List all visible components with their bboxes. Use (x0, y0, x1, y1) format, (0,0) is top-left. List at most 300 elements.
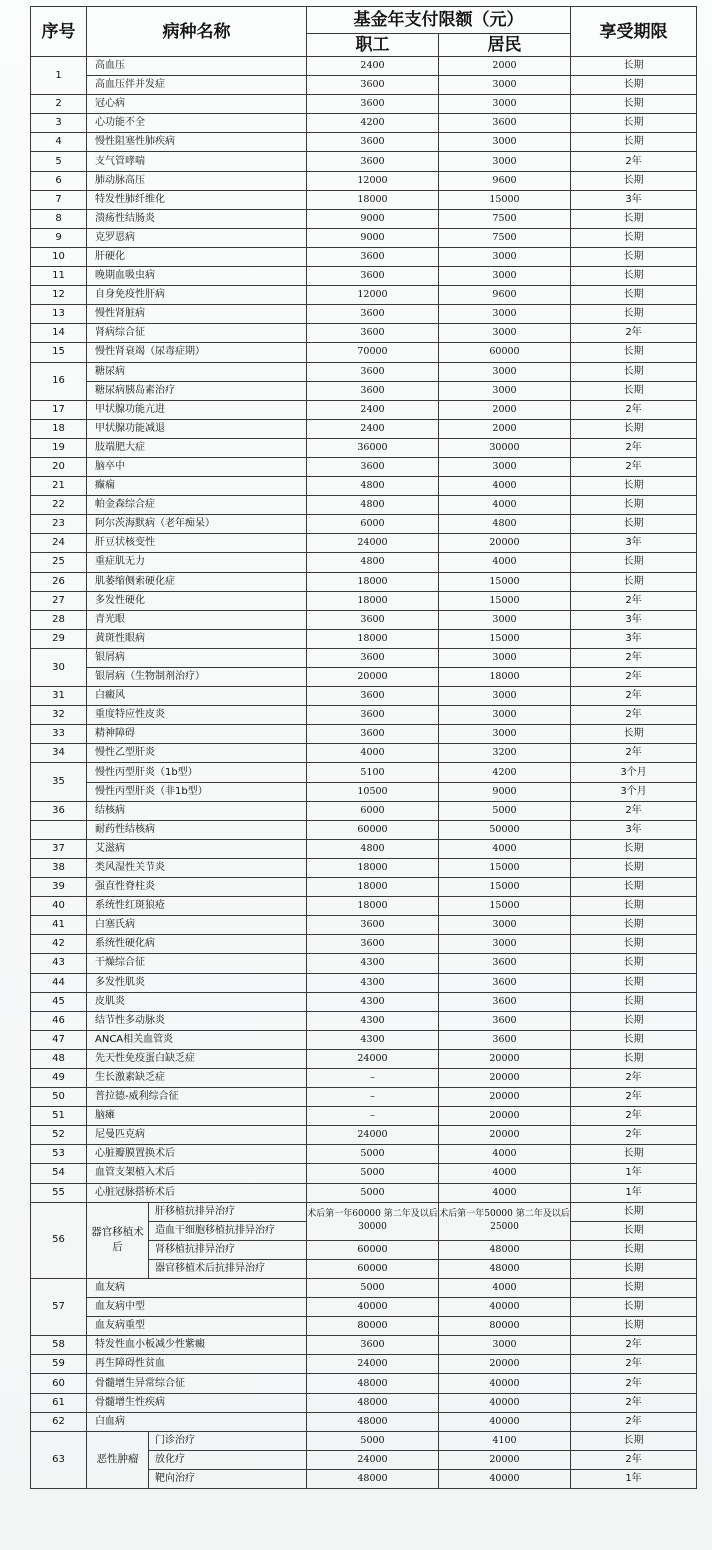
disease-name: 青光眼 (87, 610, 307, 629)
resident-limit: 2000 (439, 57, 571, 76)
resident-limit: 15000 (439, 572, 571, 591)
coverage-period: 3年 (571, 610, 697, 629)
resident-limit: 60000 (439, 343, 571, 362)
row-index: 10 (31, 247, 87, 266)
disease-name: 肝硬化 (87, 247, 307, 266)
resident-limit: 48000 (439, 1240, 571, 1259)
row-index: 53 (31, 1145, 87, 1164)
row-index: 32 (31, 706, 87, 725)
table-row (31, 668, 697, 687)
disease-name: 皮肌炎 (87, 992, 307, 1011)
disease-name: 肢端肥大症 (87, 438, 307, 457)
coverage-period: 2年 (571, 591, 697, 610)
table-row (31, 572, 697, 591)
resident-limit: 20000 (439, 1068, 571, 1087)
table-row (31, 954, 697, 973)
table-row (31, 839, 697, 858)
row-index: 48 (31, 1049, 87, 1068)
worker-limit: – (307, 1068, 439, 1087)
disease-name: 多发性硬化 (87, 591, 307, 610)
coverage-period: 长期 (571, 76, 697, 95)
disease-name: 自身免疫性肝病 (87, 286, 307, 305)
disease-name: 肾移植抗排异治疗 (149, 1240, 307, 1259)
coverage-period: 2年 (571, 457, 697, 476)
resident-limit: 15000 (439, 190, 571, 209)
row-index: 16 (31, 362, 87, 400)
disease-name: 结节性多动脉炎 (87, 1011, 307, 1030)
disease-name: 银屑病（生物制剂治疗） (87, 668, 307, 687)
coverage-period: 3年 (571, 534, 697, 553)
disease-name: 肌萎缩侧索硬化症 (87, 572, 307, 591)
coverage-period: 2年 (571, 1374, 697, 1393)
table-row (31, 267, 697, 286)
disease-name: 支气管哮喘 (87, 152, 307, 171)
resident-limit: 40000 (439, 1469, 571, 1488)
worker-limit: 48000 (307, 1469, 439, 1488)
resident-limit: 3000 (439, 935, 571, 954)
coverage-period: 长期 (571, 992, 697, 1011)
disease-name: 黄斑性眼病 (87, 629, 307, 648)
table-row (31, 57, 697, 76)
coverage-period: 长期 (571, 496, 697, 515)
coverage-period: 长期 (571, 1431, 697, 1450)
coverage-period: 2年 (571, 1355, 697, 1374)
table-row (31, 171, 697, 190)
resident-limit: 3600 (439, 1030, 571, 1049)
row-index: 5 (31, 152, 87, 171)
worker-limit: 3600 (307, 324, 439, 343)
row-index: 60 (31, 1374, 87, 1393)
row-index: 63 (31, 1431, 87, 1488)
resident-limit: 3600 (439, 973, 571, 992)
table-row (31, 1030, 697, 1049)
table-row (31, 1317, 697, 1336)
row-index: 54 (31, 1164, 87, 1183)
worker-limit: 2400 (307, 57, 439, 76)
row-index: 6 (31, 171, 87, 190)
table-row (31, 820, 697, 839)
row-index: 27 (31, 591, 87, 610)
table-row (31, 858, 697, 877)
coverage-period: 长期 (571, 839, 697, 858)
table-row (31, 515, 697, 534)
header-period: 享受期限 (571, 7, 697, 57)
disease-name: 甲状腺功能减退 (87, 419, 307, 438)
table-row (31, 286, 697, 305)
disease-name: 先天性免疫蛋白缺乏症 (87, 1049, 307, 1068)
coverage-period: 2年 (571, 668, 697, 687)
resident-limit: 3000 (439, 324, 571, 343)
table-row (31, 419, 697, 438)
table-row (31, 496, 697, 515)
coverage-period: 长期 (571, 1221, 697, 1240)
table-row (31, 1202, 697, 1221)
worker-limit: 48000 (307, 1393, 439, 1412)
table-row (31, 973, 697, 992)
worker-limit: 4800 (307, 477, 439, 496)
table-row (31, 1412, 697, 1431)
resident-limit: 3200 (439, 744, 571, 763)
resident-limit: 7500 (439, 209, 571, 228)
coverage-period: 2年 (571, 152, 697, 171)
coverage-period: 2年 (571, 1107, 697, 1126)
worker-limit: 3600 (307, 935, 439, 954)
resident-limit: 3600 (439, 114, 571, 133)
resident-limit: 4000 (439, 1145, 571, 1164)
coverage-period: 长期 (571, 1259, 697, 1278)
row-index: 30 (31, 648, 87, 686)
disease-name: 甲状腺功能亢进 (87, 400, 307, 419)
row-index: 13 (31, 305, 87, 324)
worker-limit: 48000 (307, 1374, 439, 1393)
resident-limit: 4000 (439, 1164, 571, 1183)
header-resident: 居民 (439, 34, 571, 57)
worker-limit: 5100 (307, 763, 439, 782)
worker-limit: 5000 (307, 1279, 439, 1298)
table-row (31, 1298, 697, 1317)
row-index: 11 (31, 267, 87, 286)
table-row (31, 152, 697, 171)
row-index: 28 (31, 610, 87, 629)
worker-limit: 24000 (307, 534, 439, 553)
resident-limit: 4000 (439, 553, 571, 572)
worker-limit: 18000 (307, 190, 439, 209)
resident-limit: 2000 (439, 419, 571, 438)
disease-name: 糖尿病胰岛素治疗 (87, 381, 307, 400)
resident-limit: 3600 (439, 954, 571, 973)
worker-limit: 60000 (307, 1240, 439, 1259)
table-row (31, 133, 697, 152)
table-row (31, 782, 697, 801)
worker-limit: 18000 (307, 897, 439, 916)
coverage-period: 2年 (571, 400, 697, 419)
coverage-period: 长期 (571, 95, 697, 114)
table-row (31, 629, 697, 648)
table-row (31, 343, 697, 362)
disease-name: 结核病 (87, 801, 307, 820)
resident-limit: 40000 (439, 1393, 571, 1412)
worker-limit: 40000 (307, 1298, 439, 1317)
worker-limit: 3600 (307, 305, 439, 324)
coverage-period: 长期 (571, 916, 697, 935)
resident-limit: 20000 (439, 1126, 571, 1145)
table-row (31, 553, 697, 572)
worker-limit: 12000 (307, 286, 439, 305)
worker-limit: 4800 (307, 553, 439, 572)
worker-limit: 24000 (307, 1450, 439, 1469)
disease-name: ANCA相关血管炎 (87, 1030, 307, 1049)
coverage-period: 长期 (571, 1011, 697, 1030)
coverage-period: 2年 (571, 1068, 697, 1087)
disease-name: 系统性红斑狼疮 (87, 897, 307, 916)
resident-limit: 20000 (439, 1450, 571, 1469)
resident-limit: 4000 (439, 496, 571, 515)
coverage-period: 2年 (571, 1336, 697, 1355)
table-row (31, 228, 697, 247)
resident-limit: 9600 (439, 171, 571, 190)
disease-name: 白血病 (87, 1412, 307, 1431)
coverage-period: 长期 (571, 114, 697, 133)
coverage-period: 长期 (571, 1145, 697, 1164)
disease-name: 血管支架植入术后 (87, 1164, 307, 1183)
table-row (31, 878, 697, 897)
resident-limit: 3000 (439, 305, 571, 324)
disease-name: 慢性阻塞性肺疾病 (87, 133, 307, 152)
resident-limit: 40000 (439, 1412, 571, 1431)
row-index: 58 (31, 1336, 87, 1355)
worker-limit: 5000 (307, 1164, 439, 1183)
table-row (31, 687, 697, 706)
table-row (31, 362, 697, 381)
coverage-period: 长期 (571, 858, 697, 877)
resident-limit: 4000 (439, 1183, 571, 1202)
disease-name: 类风湿性关节炎 (87, 858, 307, 877)
worker-limit: 4200 (307, 114, 439, 133)
worker-limit: 5000 (307, 1431, 439, 1450)
resident-limit: 3600 (439, 992, 571, 1011)
disease-name: 帕金森综合症 (87, 496, 307, 515)
coverage-period: 长期 (571, 1030, 697, 1049)
disease-name: 阿尔茨海默病（老年痴呆） (87, 515, 307, 534)
disease-name: 白塞氏病 (87, 916, 307, 935)
worker-limit: – (307, 1107, 439, 1126)
row-index: 3 (31, 114, 87, 133)
worker-limit: 24000 (307, 1355, 439, 1374)
resident-limit: 9000 (439, 782, 571, 801)
disease-name: 糖尿病 (87, 362, 307, 381)
resident-limit: 48000 (439, 1259, 571, 1278)
worker-limit: 9000 (307, 228, 439, 247)
coverage-period: 长期 (571, 228, 697, 247)
table-row (31, 591, 697, 610)
header-index: 序号 (31, 7, 87, 57)
resident-limit: 15000 (439, 858, 571, 877)
disease-name: 心功能不全 (87, 114, 307, 133)
worker-limit: 3600 (307, 95, 439, 114)
resident-limit: 7500 (439, 228, 571, 247)
worker-limit: 24000 (307, 1126, 439, 1145)
row-index: 50 (31, 1088, 87, 1107)
coverage-period: 长期 (571, 897, 697, 916)
worker-limit: 48000 (307, 1412, 439, 1431)
disease-name: 肾病综合征 (87, 324, 307, 343)
table-row (31, 1183, 697, 1202)
disease-name: 血友病重型 (87, 1317, 307, 1336)
table-body (31, 57, 697, 1489)
row-index: 4 (31, 133, 87, 152)
coverage-period: 长期 (571, 973, 697, 992)
resident-limit: 9600 (439, 286, 571, 305)
row-index: 38 (31, 858, 87, 877)
row-index: 31 (31, 687, 87, 706)
worker-limit: 6000 (307, 515, 439, 534)
resident-limit: 15000 (439, 878, 571, 897)
table-row (31, 1355, 697, 1374)
disease-name: 肺动脉高压 (87, 171, 307, 190)
disease-name: 慢性肾脏病 (87, 305, 307, 324)
worker-limit: 3600 (307, 725, 439, 744)
resident-limit: 18000 (439, 668, 571, 687)
worker-limit: 5000 (307, 1183, 439, 1202)
resident-limit: 3000 (439, 76, 571, 95)
coverage-period: 2年 (571, 324, 697, 343)
worker-limit: 18000 (307, 858, 439, 877)
worker-limit: 6000 (307, 801, 439, 820)
resident-limit: 3000 (439, 247, 571, 266)
disease-name: 器官移植术后抗排异治疗 (149, 1259, 307, 1278)
worker-limit: 4300 (307, 1011, 439, 1030)
disease-payment-table (30, 6, 697, 1489)
resident-limit: 术后第一年50000 第二年及以后25000 (439, 1202, 571, 1240)
worker-limit: 4300 (307, 1030, 439, 1049)
table-row (31, 1068, 697, 1087)
resident-limit: 4000 (439, 477, 571, 496)
worker-limit: 2400 (307, 419, 439, 438)
worker-limit: 3600 (307, 267, 439, 286)
resident-limit: 40000 (439, 1374, 571, 1393)
resident-limit: 3000 (439, 648, 571, 667)
resident-limit: 3000 (439, 95, 571, 114)
row-index: 2 (31, 95, 87, 114)
table-row (31, 935, 697, 954)
table-row (31, 1164, 697, 1183)
row-index: 35 (31, 763, 87, 801)
coverage-period: 长期 (571, 419, 697, 438)
disease-name: 心脏瓣膜置换术后 (87, 1145, 307, 1164)
table-row (31, 190, 697, 209)
group-label: 器官移植术后 (87, 1202, 149, 1278)
coverage-period: 长期 (571, 878, 697, 897)
table-row (31, 1374, 697, 1393)
coverage-period: 2年 (571, 1450, 697, 1469)
table-row (31, 992, 697, 1011)
resident-limit: 80000 (439, 1317, 571, 1336)
disease-name: 脑瘫 (87, 1107, 307, 1126)
worker-limit: 18000 (307, 878, 439, 897)
disease-name: 晚期血吸虫病 (87, 267, 307, 286)
worker-limit: 3600 (307, 687, 439, 706)
row-index: 24 (31, 534, 87, 553)
disease-name: 脑卒中 (87, 457, 307, 476)
disease-name: 多发性肌炎 (87, 973, 307, 992)
disease-name: 肝豆状核变性 (87, 534, 307, 553)
row-index: 7 (31, 190, 87, 209)
coverage-period: 2年 (571, 648, 697, 667)
coverage-period: 长期 (571, 209, 697, 228)
disease-name: 血友病 (87, 1279, 307, 1298)
table-row (31, 763, 697, 782)
worker-limit: 18000 (307, 591, 439, 610)
coverage-period: 1年 (571, 1469, 697, 1488)
header-worker: 职工 (307, 34, 439, 57)
row-index: 19 (31, 438, 87, 457)
coverage-period: 长期 (571, 286, 697, 305)
table-row (31, 114, 697, 133)
worker-limit: 3600 (307, 362, 439, 381)
coverage-period: 2年 (571, 438, 697, 457)
worker-limit: 9000 (307, 209, 439, 228)
resident-limit: 2000 (439, 400, 571, 419)
coverage-period: 长期 (571, 515, 697, 534)
disease-name: 慢性丙型肝炎（非1b型） (87, 782, 307, 801)
worker-limit: 4300 (307, 992, 439, 1011)
coverage-period: 长期 (571, 1240, 697, 1259)
worker-limit: 4800 (307, 496, 439, 515)
row-index: 14 (31, 324, 87, 343)
table-row (31, 897, 697, 916)
row-index: 45 (31, 992, 87, 1011)
disease-name: 系统性硬化病 (87, 935, 307, 954)
table-row (31, 648, 697, 667)
worker-limit: 24000 (307, 1049, 439, 1068)
resident-limit: 3000 (439, 362, 571, 381)
worker-limit: 3600 (307, 76, 439, 95)
coverage-period: 2年 (571, 1088, 697, 1107)
worker-limit: 3600 (307, 247, 439, 266)
disease-name: 门诊治疗 (149, 1431, 307, 1450)
disease-name: 生长激素缺乏症 (87, 1068, 307, 1087)
table-row (31, 381, 697, 400)
coverage-period: 2年 (571, 1412, 697, 1431)
row-index: 59 (31, 1355, 87, 1374)
resident-limit: 3000 (439, 610, 571, 629)
disease-name: 耐药性结核病 (87, 820, 307, 839)
resident-limit: 3000 (439, 706, 571, 725)
disease-name: 重度特应性皮炎 (87, 706, 307, 725)
coverage-period: 长期 (571, 171, 697, 190)
table-row (31, 209, 697, 228)
row-index: 1 (31, 57, 87, 95)
table-row (31, 1088, 697, 1107)
table-row (31, 1336, 697, 1355)
resident-limit: 20000 (439, 1049, 571, 1068)
table-row (31, 438, 697, 457)
worker-limit: 5000 (307, 1145, 439, 1164)
disease-name: 溃疡性结肠炎 (87, 209, 307, 228)
worker-limit: – (307, 1088, 439, 1107)
resident-limit: 4800 (439, 515, 571, 534)
worker-limit: 4300 (307, 954, 439, 973)
row-index: 51 (31, 1107, 87, 1126)
row-index: 17 (31, 400, 87, 419)
row-index: 34 (31, 744, 87, 763)
coverage-period: 长期 (571, 1202, 697, 1221)
coverage-period: 长期 (571, 954, 697, 973)
row-index: 43 (31, 954, 87, 973)
coverage-period: 长期 (571, 477, 697, 496)
resident-limit: 20000 (439, 1355, 571, 1374)
disease-name: 骨髓增生性疾病 (87, 1393, 307, 1412)
row-index: 22 (31, 496, 87, 515)
worker-limit: 3600 (307, 1336, 439, 1355)
disease-name: 干燥综合征 (87, 954, 307, 973)
row-index: 15 (31, 343, 87, 362)
table-row (31, 1011, 697, 1030)
group-label: 恶性肿瘤 (87, 1431, 149, 1488)
table-row (31, 916, 697, 935)
worker-limit: 3600 (307, 916, 439, 935)
disease-name: 造血干细胞移植抗排异治疗 (149, 1221, 307, 1240)
resident-limit: 15000 (439, 629, 571, 648)
resident-limit: 20000 (439, 534, 571, 553)
resident-limit: 3000 (439, 133, 571, 152)
coverage-period: 3年 (571, 820, 697, 839)
table-row (31, 1431, 697, 1450)
worker-limit: 18000 (307, 572, 439, 591)
worker-limit: 60000 (307, 820, 439, 839)
row-index: 40 (31, 897, 87, 916)
table-row (31, 1126, 697, 1145)
